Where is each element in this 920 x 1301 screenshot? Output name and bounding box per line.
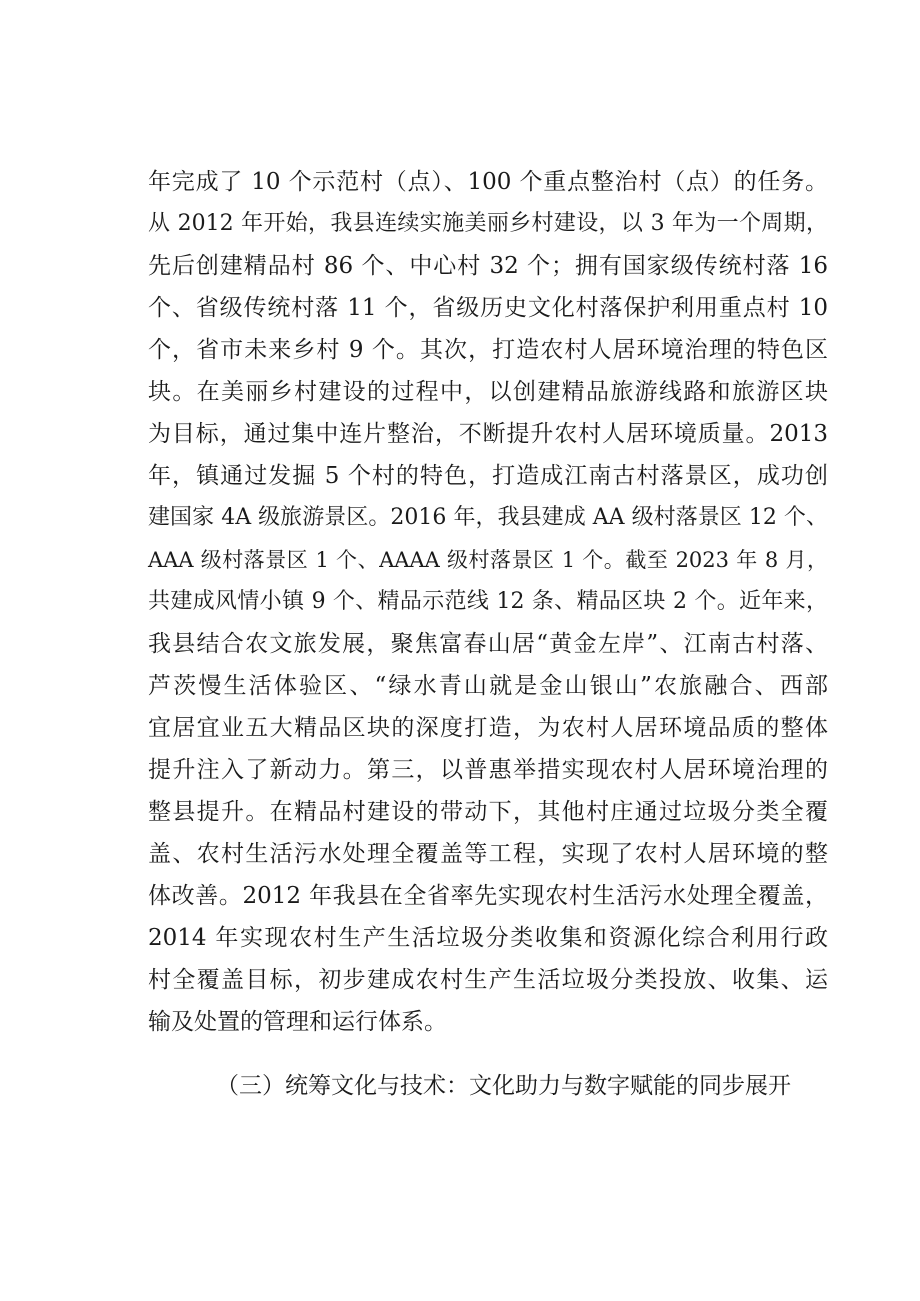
paragraph-line-21: 输及处置的管理和运行体系。	[148, 1009, 447, 1035]
paragraph-line-3: 先后创建精品村 86 个、中心村 32 个；拥有国家级传统村落 16	[148, 253, 828, 279]
paragraph-line-5: 个，省市未来乡村 9 个。其次，打造农村人居环境治理的特色区	[148, 337, 828, 363]
paragraph-line-8: 年，镇通过发掘 5 个村的特色，打造成江南古村落景区，成功创	[148, 463, 828, 489]
paragraph-line-7: 为目标，通过集中连片整治，不断提升农村人居环境质量。2013	[148, 421, 828, 447]
paragraph-line-17: 盖、农村生活污水处理全覆盖等工程，实现了农村人居环境的整	[148, 841, 828, 867]
paragraph-line-13: 芦茨慢生活体验区、“绿水青山就是金山银山”农旅融合、西部	[148, 673, 828, 699]
paragraph-line-1: 年完成了 10 个示范村（点）、100 个重点整治村（点）的任务。	[148, 169, 828, 195]
section-heading: （三）统筹文化与技术：文化助力与数字赋能的同步展开	[216, 1073, 791, 1099]
paragraph-line-12: 我县结合农文旅发展，聚焦富春山居“黄金左岸”、江南古村落、	[148, 631, 828, 657]
paragraph-line-4: 个、省级传统村落 11 个，省级历史文化村落保护利用重点村 10	[148, 295, 828, 321]
paragraph-line-14: 宜居宜业五大精品区块的深度打造，为农村人居环境品质的整体	[148, 715, 828, 741]
paragraph-line-18: 体改善。2012 年我县在全省率先实现农村生活污水处理全覆盖，	[148, 883, 828, 909]
paragraph-line-2: 从 2012 年开始，我县连续实施美丽乡村建设，以 3 年为一个周期，	[148, 211, 828, 236]
paragraph-line-20: 村全覆盖目标，初步建成农村生产生活垃圾分类投放、收集、运	[148, 967, 828, 993]
paragraph-line-11: 共建成风情小镇 9 个、精品示范线 12 条、精品区块 2 个。近年来，	[148, 589, 828, 614]
paragraph-line-19: 2014 年实现农村生产生活垃圾分类收集和资源化综合利用行政	[148, 925, 828, 951]
paragraph-line-9: 建国家 4A 级旅游景区。2016 年，我县建成 AA 级村落景区 12 个、	[148, 505, 828, 530]
paragraph-line-15: 提升注入了新动力。第三，以普惠举措实现农村人居环境治理的	[148, 757, 828, 783]
paragraph-line-6: 块。在美丽乡村建设的过程中，以创建精品旅游线路和旅游区块	[148, 379, 828, 405]
paragraph-line-16: 整县提升。在精品村建设的带动下，其他村庄通过垃圾分类全覆	[148, 799, 828, 825]
paragraph-line-10: AAA 级村落景区 1 个、AAAA 级村落景区 1 个。截至 2023 年 8 月，	[148, 548, 828, 572]
